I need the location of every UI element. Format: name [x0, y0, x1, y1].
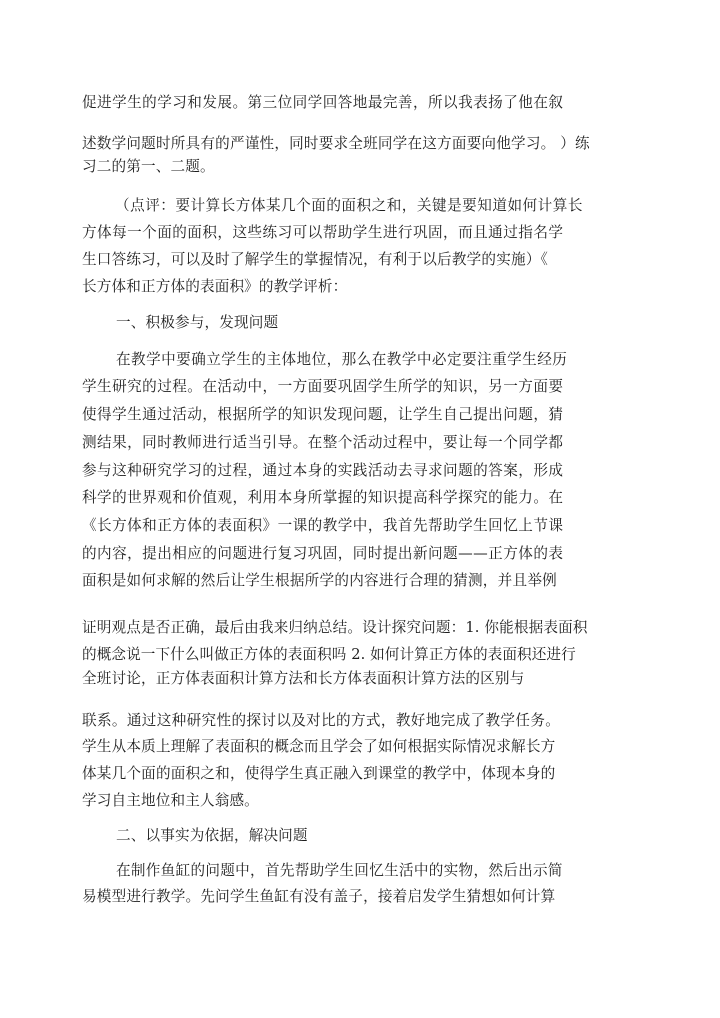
text-line: 的概念说一下什么叫做正方体的表面积吗 2. 如何计算正方体的表面积还进行	[82, 646, 576, 663]
text-line: （点评：要计算长方体某几个面的面积之和，关键是要知道如何计算长	[115, 197, 583, 214]
text-line: 联系。通过这种研究性的探讨以及对比的方式，教好地完成了教学任务。	[82, 712, 561, 729]
text-line: 全班讨论，正方体表面积计算方法和长方体表面积计算方法的区别与	[82, 670, 525, 687]
text-line: 习二的第一、二题。	[82, 158, 215, 175]
text-line: 促进学生的学习和发展。第三位同学回答地最完善，所以我表扬了他在叙	[82, 94, 564, 111]
text-line: 学习自主地位和主人翁感。	[82, 792, 259, 809]
text-line: 在制作鱼缸的问题中，首先帮助学生回忆生活中的实物，然后出示简	[116, 862, 563, 879]
text-line: 生口答练习，可以及时了解学生的掌握情况，有利于以后教学的实施）《	[82, 251, 549, 268]
text-line: 学生研究的过程。在活动中，一方面要巩固学生所学的知识，另一方面要	[82, 378, 564, 395]
text-line: 参与这种研究学习的过程，通过本身的实践活动去寻求问题的答案，形成	[82, 462, 564, 479]
text-line: 科学的世界观和价值观，利用本身所掌握的知识提高科学探究的能力。在	[82, 489, 564, 506]
text-line: 长方体和正方体的表面积》的教学评析：	[82, 278, 348, 295]
text-line: 使得学生通过活动，根据所学的知识发现问题，让学生自己提出问题，猜	[82, 406, 564, 423]
text-line: 易模型进行教学。先问学生鱼缸有没有盖子，接着启发学生猜想如何计算	[82, 888, 556, 905]
text-line: 《长方体和正方体的表面积》一课的教学中，我首先帮助学生回忆上节课	[82, 517, 564, 534]
text-line: 体某几个面的面积之和，使得学生真正融入到课堂的教学中，体现本身的	[82, 765, 556, 782]
text-line: 测结果，同时教师进行适当引导。在整个活动过程中，要让每一个同学都	[82, 434, 564, 451]
text-line: 证明观点是否正确，最后由我来归纳总结。设计探究问题：1. 你能根据表面积	[82, 619, 588, 636]
section-heading: 二、以事实为依据，解决问题	[116, 827, 308, 844]
text-line: 面积是如何求解的然后让学生根据所学的内容进行合理的猜测，并且举例	[82, 572, 558, 589]
text-line: 在教学中要确立学生的主体地位，那么在教学中必定要注重学生经历	[116, 351, 568, 368]
text-line: 的内容，提出相应的问题进行复习巩固，同时提出新问题——正方体的表	[82, 545, 564, 562]
text-line: 述数学问题时所具有的严谨性，同时要求全班同学在这方面要向他学习。 ）练	[82, 135, 590, 152]
text-line: 学生从本质上理解了表面积的概念而且学会了如何根据实际情况求解长方	[82, 738, 556, 755]
section-heading: 一、积极参与，发现问题	[116, 314, 279, 331]
text-line: 方体每一个面的面积，这些练习可以帮助学生进行巩固，而且通过指名学	[82, 224, 564, 241]
